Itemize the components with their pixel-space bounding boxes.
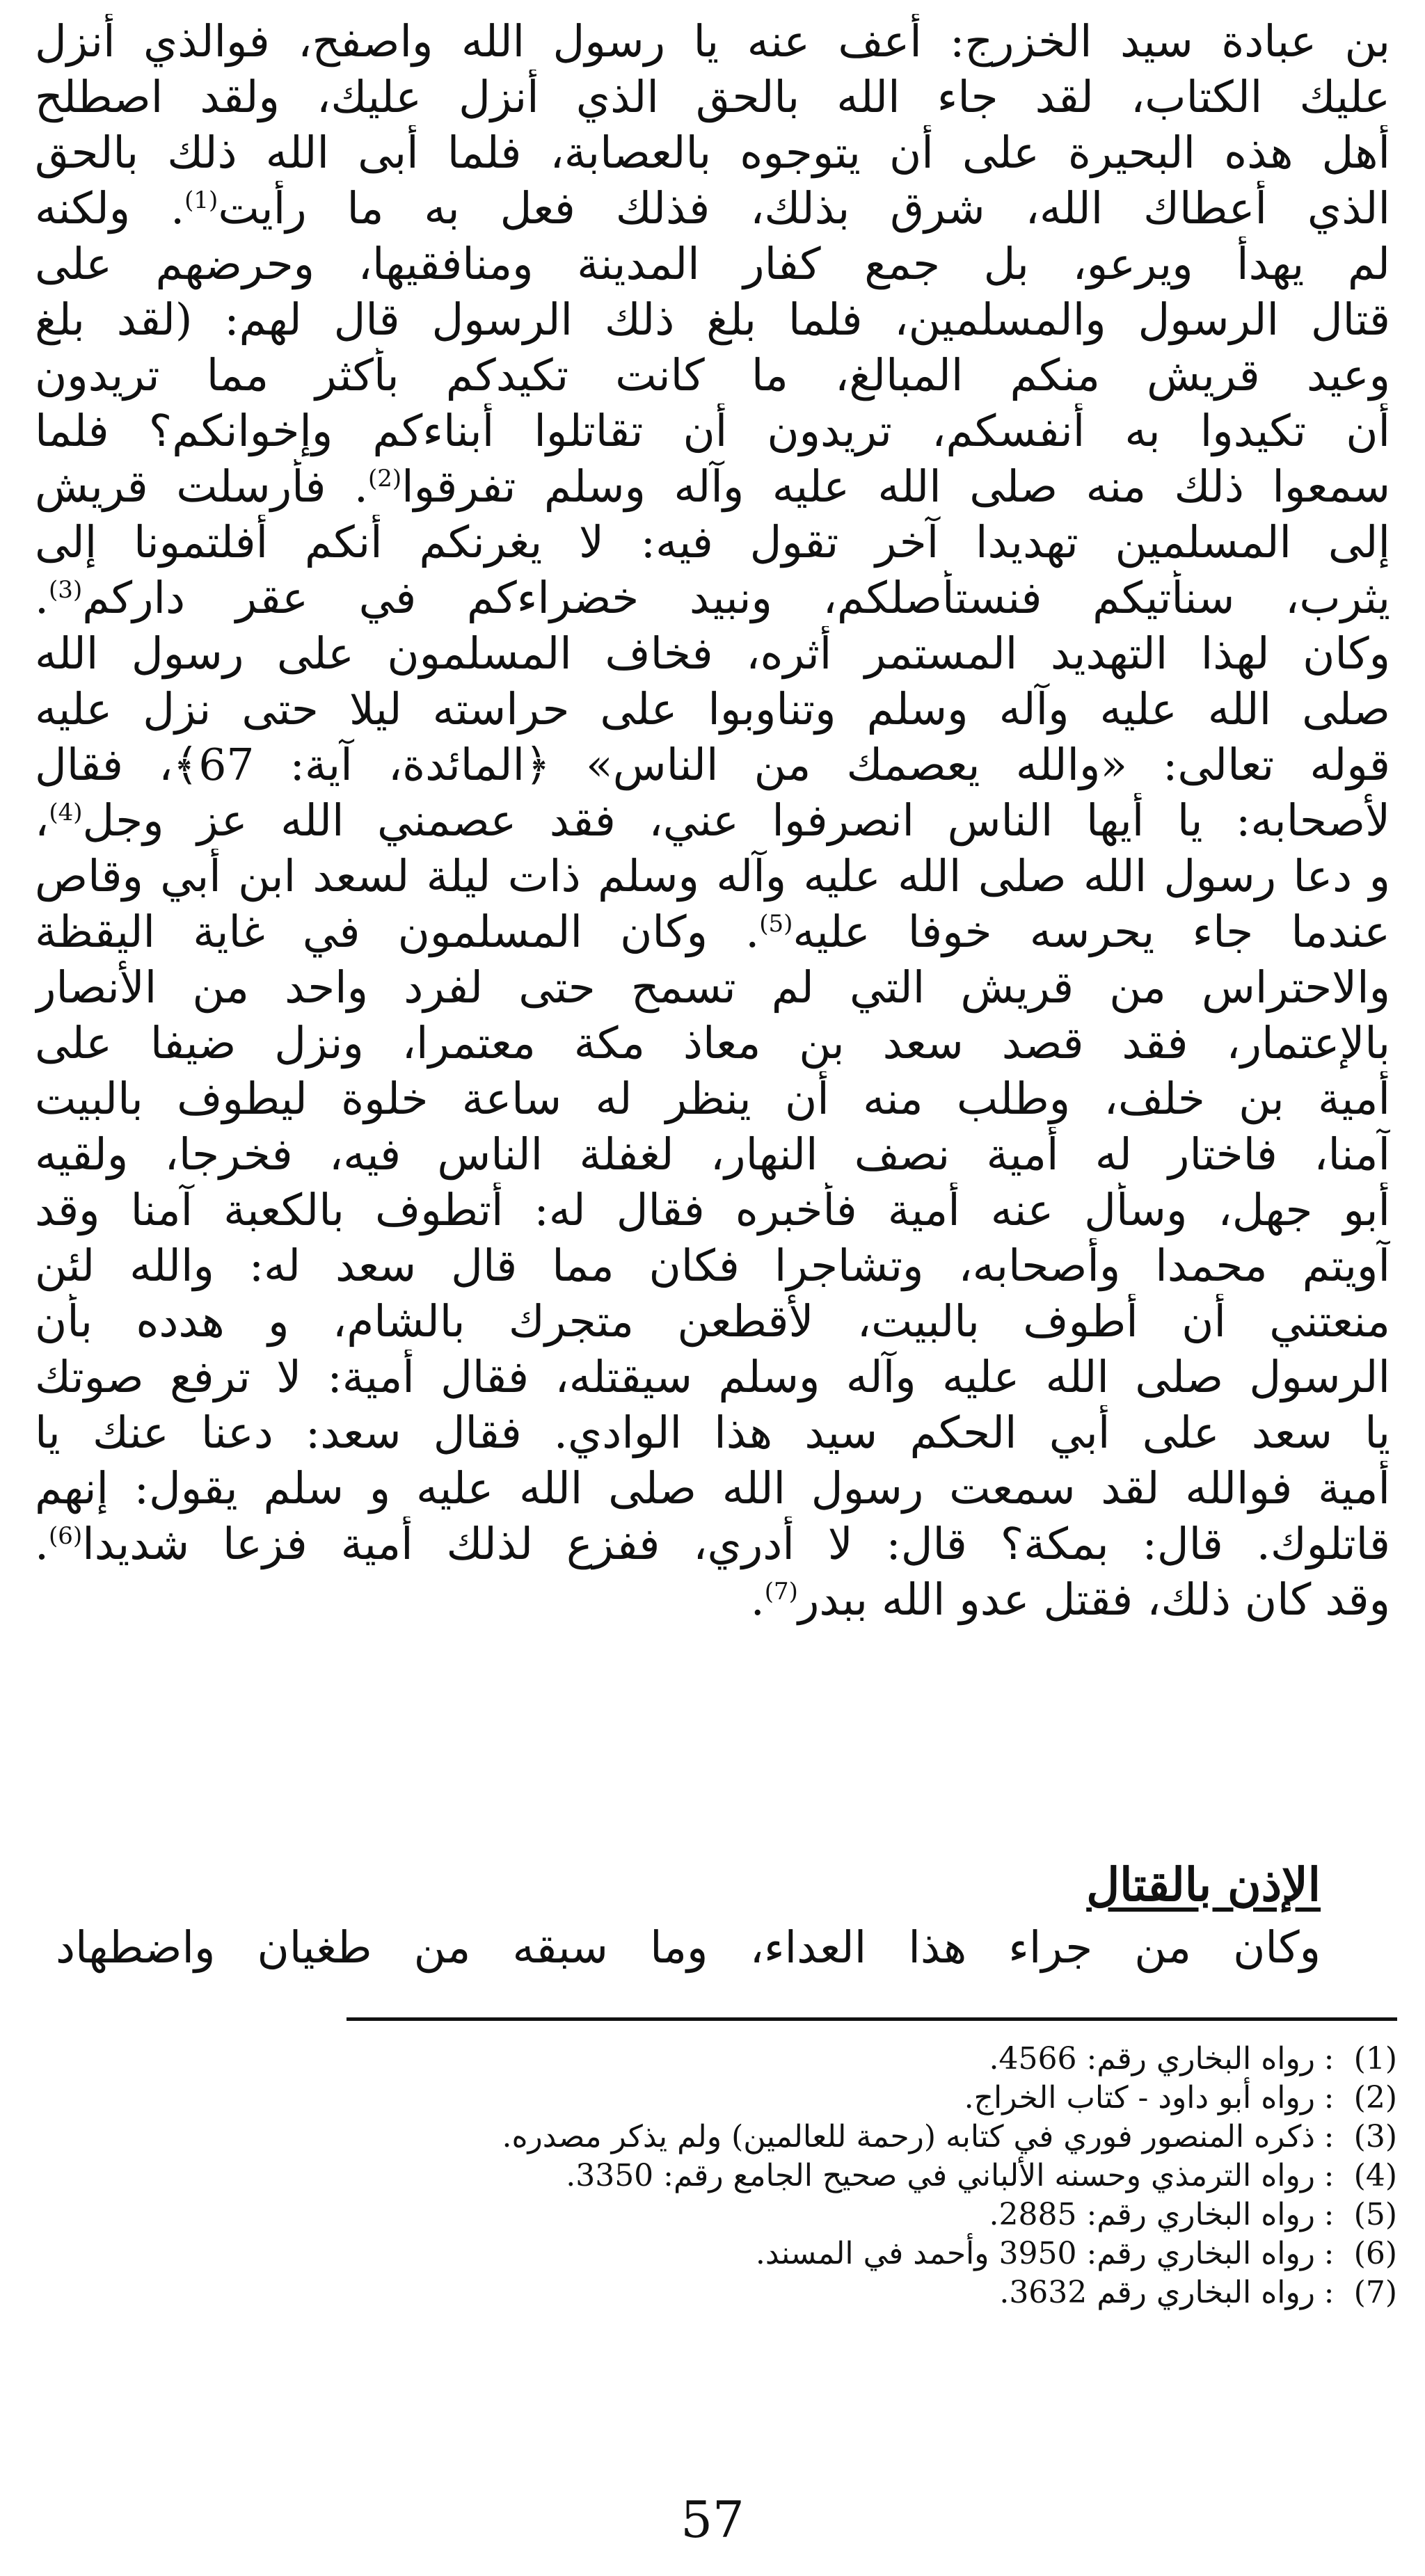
footnote-separator: : [1323, 2041, 1335, 2077]
footnote-item [214, 2273, 1397, 2312]
footnote-separator: : [1323, 2080, 1335, 2115]
footnote-item [214, 2195, 1397, 2234]
footnote-marker: (2) [367, 465, 402, 493]
body-line: يثرب، سنأتيكم فنستأصلكم، ونبيد خضراءكم في عقر داركم$^{(3)}$. [35, 573, 1390, 623]
body-line: عليك الكتاب، لقد جاء الله بالحق الذي أنزل عليك، ولقد اصطلح [35, 72, 1390, 122]
body-line: و دعا رسول الله صلى الله عليه وآله وسلم ذات ليلة لسعد ابن أبي وقاص [35, 851, 1390, 902]
body-line: الذي أعطاك الله، شرق بذلك، فذلك فعل به ما رأيت$^{(1)}$. ولكنه [35, 183, 1390, 234]
footnote-number: (5) [1353, 2197, 1397, 2232]
body-text [28, 14, 1397, 1628]
footnote-item [214, 2118, 1397, 2157]
book-page [28, 14, 1397, 2562]
footnote-item [214, 2157, 1397, 2195]
page-number: 57 [680, 2490, 745, 2549]
body-line: أبو جهل، وسأل عنه أمية فأخبره فقال له: أتطوف بالكعبة آمنا وقد [35, 1185, 1390, 1235]
body-line: قوله تعالى: «والله يعصمك من الناس» ﴿المائدة، آية: 67﴾، فقال [35, 739, 1390, 790]
footnote-marker: (7) [764, 1578, 798, 1606]
footnote-item [214, 2234, 1397, 2273]
footnote-number: (2) [1353, 2080, 1397, 2115]
footnote-text: رواه البخاري رقم 3632. [999, 2275, 1315, 2310]
body-line: بالإعتمار، فقد قصد سعد بن معاذ مكة معتمرا، ونزل ضيفا على [35, 1018, 1390, 1069]
footnote-number: (6) [1353, 2236, 1397, 2271]
body-line: لم يهدأ ويرعو، بل جمع كفار المدينة ومنافقيها، وحرضهم على [35, 239, 1390, 289]
footnotes-list [214, 2040, 1397, 2312]
body-line: والاحتراس من قريش التي لم تسمح حتى لفرد واحد من الأنصار [35, 962, 1390, 1013]
footnote-marker: (1) [184, 186, 218, 214]
footnote-number: (4) [1353, 2158, 1397, 2193]
body-line: إلى المسلمين تهديدا آخر تقول فيه: لا يغرنكم أنكم أفلتمونا إلى [35, 517, 1390, 568]
body-line: آويتم محمدا وأصحابه، وتشاجرا فكان مما قال سعد له: والله لئن [35, 1240, 1390, 1291]
footnote-item [214, 2079, 1397, 2118]
footnote-text: رواه البخاري رقم: 3950 وأحمد في المسند. [755, 2236, 1315, 2271]
footnote-separator: : [1323, 2197, 1335, 2232]
body-line: أهل هذه البحيرة على أن يتوجوه بالعصابة، فلما أبى الله ذلك بالحق [35, 127, 1390, 178]
body-line: الرسول صلى الله عليه وآله وسلم سيقتله، فقال أمية: لا ترفع صوتك [35, 1352, 1390, 1402]
footnote-text: رواه أبو داود - كتاب الخراج. [964, 2080, 1315, 2115]
body-line: وقد كان ذلك، فقتل عدو الله ببدر$^{(7)}$. [750, 1574, 1390, 1625]
body-line: قتال الرسول والمسلمين، فلما بلغ ذلك الرسول قال لهم: (لقد بلغ [35, 294, 1390, 345]
footnote-number: (7) [1353, 2275, 1397, 2310]
body-line: صلى الله عليه وآله وسلم وتناوبوا على حراسته ليلا حتى نزل عليه [35, 684, 1390, 735]
footnote-number: (1) [1353, 2041, 1397, 2077]
footnote-marker: (3) [49, 576, 83, 604]
footnote-marker: (5) [759, 910, 793, 938]
footnote-separator: : [1323, 2236, 1335, 2271]
footnote-text: رواه البخاري رقم: 2885. [989, 2197, 1315, 2232]
body-line: أمية فوالله لقد سمعت رسول الله صلى الله عليه و سلم يقول: إنهم [35, 1463, 1390, 1514]
section-heading: الإذن بالقتال [1086, 1857, 1321, 1912]
footnote-number: (3) [1353, 2119, 1397, 2154]
footnote-marker: (6) [49, 1522, 83, 1550]
body-line: عندما جاء يحرسه خوفا عليه$^{(5)}$. وكان المسلمون في غاية اليقظة [35, 906, 1390, 957]
body-line: أن تكيدوا به أنفسكم، تريدون أن تقاتلوا أبناءكم وإخوانكم؟ فلما [35, 406, 1390, 456]
body-line: قاتلوك. قال: بمكة؟ قال: لا أدري، ففزع لذلك أمية فزعا شديدا$^{(6)}$. [35, 1519, 1390, 1569]
footnote-marker: (4) [49, 799, 83, 826]
footnote-item [214, 2040, 1397, 2079]
body-line: بن عبادة سيد الخزرج: أعف عنه يا رسول الله واصفح، فوالذي أنزل [35, 16, 1390, 67]
body-line: يا سعد على أبي الحكم سيد هذا الوادي. فقال سعد: دعنا عنك يا [35, 1407, 1390, 1458]
footnote-separator: : [1323, 2119, 1335, 2154]
body-line: وكان لهذا التهديد المستمر أثره، فخاف المسلمون على رسول الله [35, 628, 1390, 679]
footnote-separator: : [1323, 2158, 1335, 2193]
body-line: آمنا، فاختار له أمية نصف النهار، لغفلة الناس فيه، فخرجا، ولقيه [35, 1129, 1390, 1180]
body-line: منعتني أن أطوف بالبيت، لأقطعن متجرك بالشام، و هدده بأن [35, 1296, 1390, 1347]
body-line: أمية بن خلف، وطلب منه أن ينظر له ساعة خلوة ليطوف بالبيت [35, 1073, 1390, 1124]
body-line: لأصحابه: يا أيها الناس انصرفوا عني، فقد عصمني الله عز وجل$^{(4)}$، [35, 795, 1390, 846]
footnote-text: رواه الترمذي وحسنه الألباني في صحيح الجامع رقم: 3350. [566, 2158, 1315, 2193]
footnote-text: ذكره المنصور فوري في كتابه (رحمة للعالمين) ولم يذكر مصدره. [502, 2119, 1315, 2154]
footnote-text: رواه البخاري رقم: 4566. [989, 2041, 1315, 2077]
footnote-divider [347, 2017, 1397, 2021]
footnote-separator: : [1323, 2275, 1335, 2310]
body-line: سمعوا ذلك منه صلى الله عليه وآله وسلم تفرقوا$^{(2)}$. فأرسلت قريش [35, 461, 1390, 512]
body-line: وعيد قريش منكم المبالغ، ما كانت تكيدكم بأكثر مما تريدون [35, 350, 1390, 401]
section-first-line: وكان من جراء هذا العداء، وما سبقه من طغيان واضطهاد [56, 1922, 1321, 1973]
